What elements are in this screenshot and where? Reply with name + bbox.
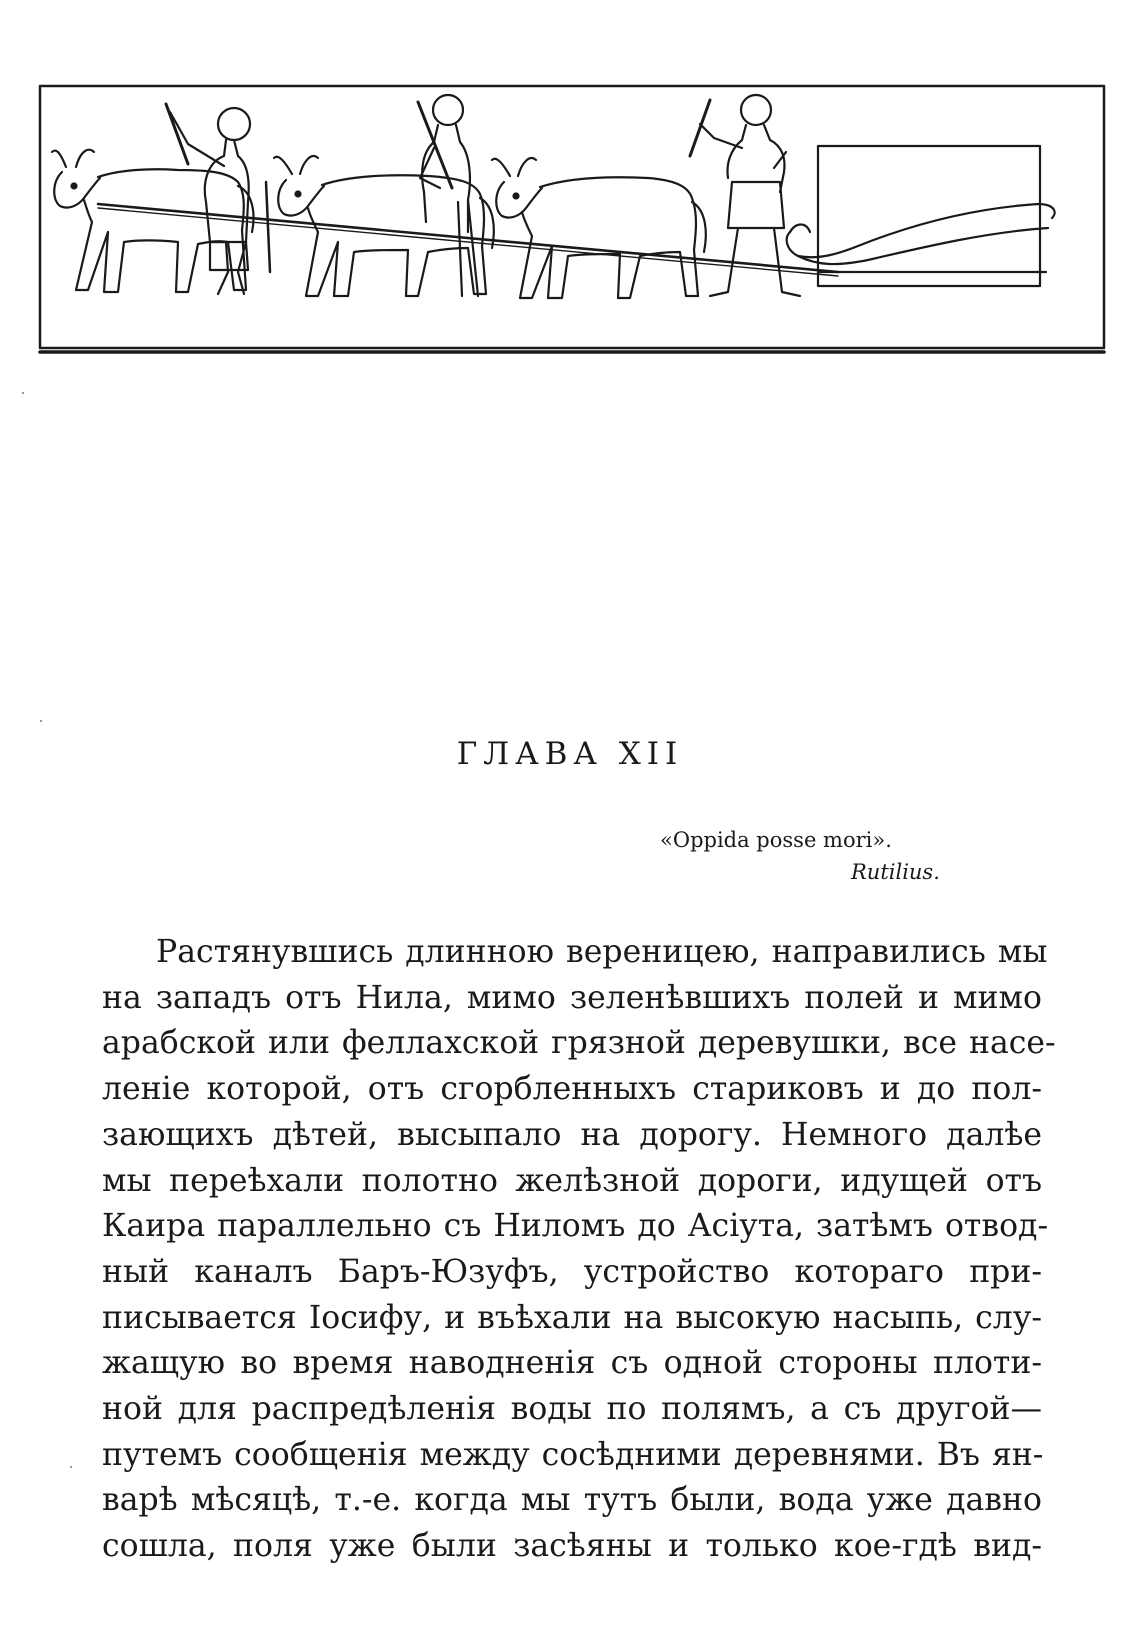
sledge-figure (787, 146, 1055, 286)
scan-speck (40, 720, 42, 722)
chapter-title: ГЛАВА XII (456, 736, 684, 772)
epigraph (660, 824, 940, 888)
egyptian-frieze-icon (38, 82, 1108, 367)
text-line: сошла, поля уже были засѣяны и только кое-гдѣ вид- (102, 1528, 1042, 1565)
epigraph-author: Rutilius. (850, 860, 940, 884)
scan-speck (22, 392, 24, 394)
text-line: варѣ мѣсяцѣ, т.-е. когда мы тутъ были, вода уже давно (102, 1482, 1042, 1519)
text-line: зающихъ дѣтей, высыпало на дорогу. Немного далѣе (102, 1116, 1042, 1153)
text-line: Каира параллельно съ Ниломъ до Асіута, затѣмъ отвод- (102, 1208, 1049, 1245)
text-line: ный каналъ Баръ-Юзуфъ, устройство котораго при- (102, 1253, 1042, 1290)
text-line: леніе которой, отъ сгорбленныхъ стариковъ и до пол- (102, 1071, 1042, 1108)
epigraph-quote: «Oppida posse mori». (660, 828, 892, 852)
text-line: на западъ отъ Нила, мимо зеленѣвшихъ полей и мимо (102, 979, 1042, 1016)
text-line: Растянувшись длинною вереницею, направились мы (156, 934, 1048, 970)
scan-speck (70, 1466, 72, 1468)
herdsman-figure (166, 104, 270, 294)
text-line: арабской или феллахской грязной деревушки, все насе- (102, 1025, 1056, 1062)
text-line: мы переѣхали полотно желѣзной дороги, идущей отъ (102, 1162, 1042, 1199)
text-line: жащую во время наводненія съ одной стороны плоти- (102, 1345, 1042, 1382)
text-line: путемъ сообщенія между сосѣдними деревнями. Въ ян- (102, 1436, 1044, 1473)
body-paragraph (102, 930, 1056, 1570)
herdsman-figure (418, 95, 478, 296)
text-line: ной для распредѣленія воды по полямъ, а съ другой— (102, 1391, 1042, 1428)
ox-figure (492, 158, 706, 298)
text-line: писывается Іосифу, и въѣхали на высокую насыпь, слу- (102, 1299, 1042, 1336)
